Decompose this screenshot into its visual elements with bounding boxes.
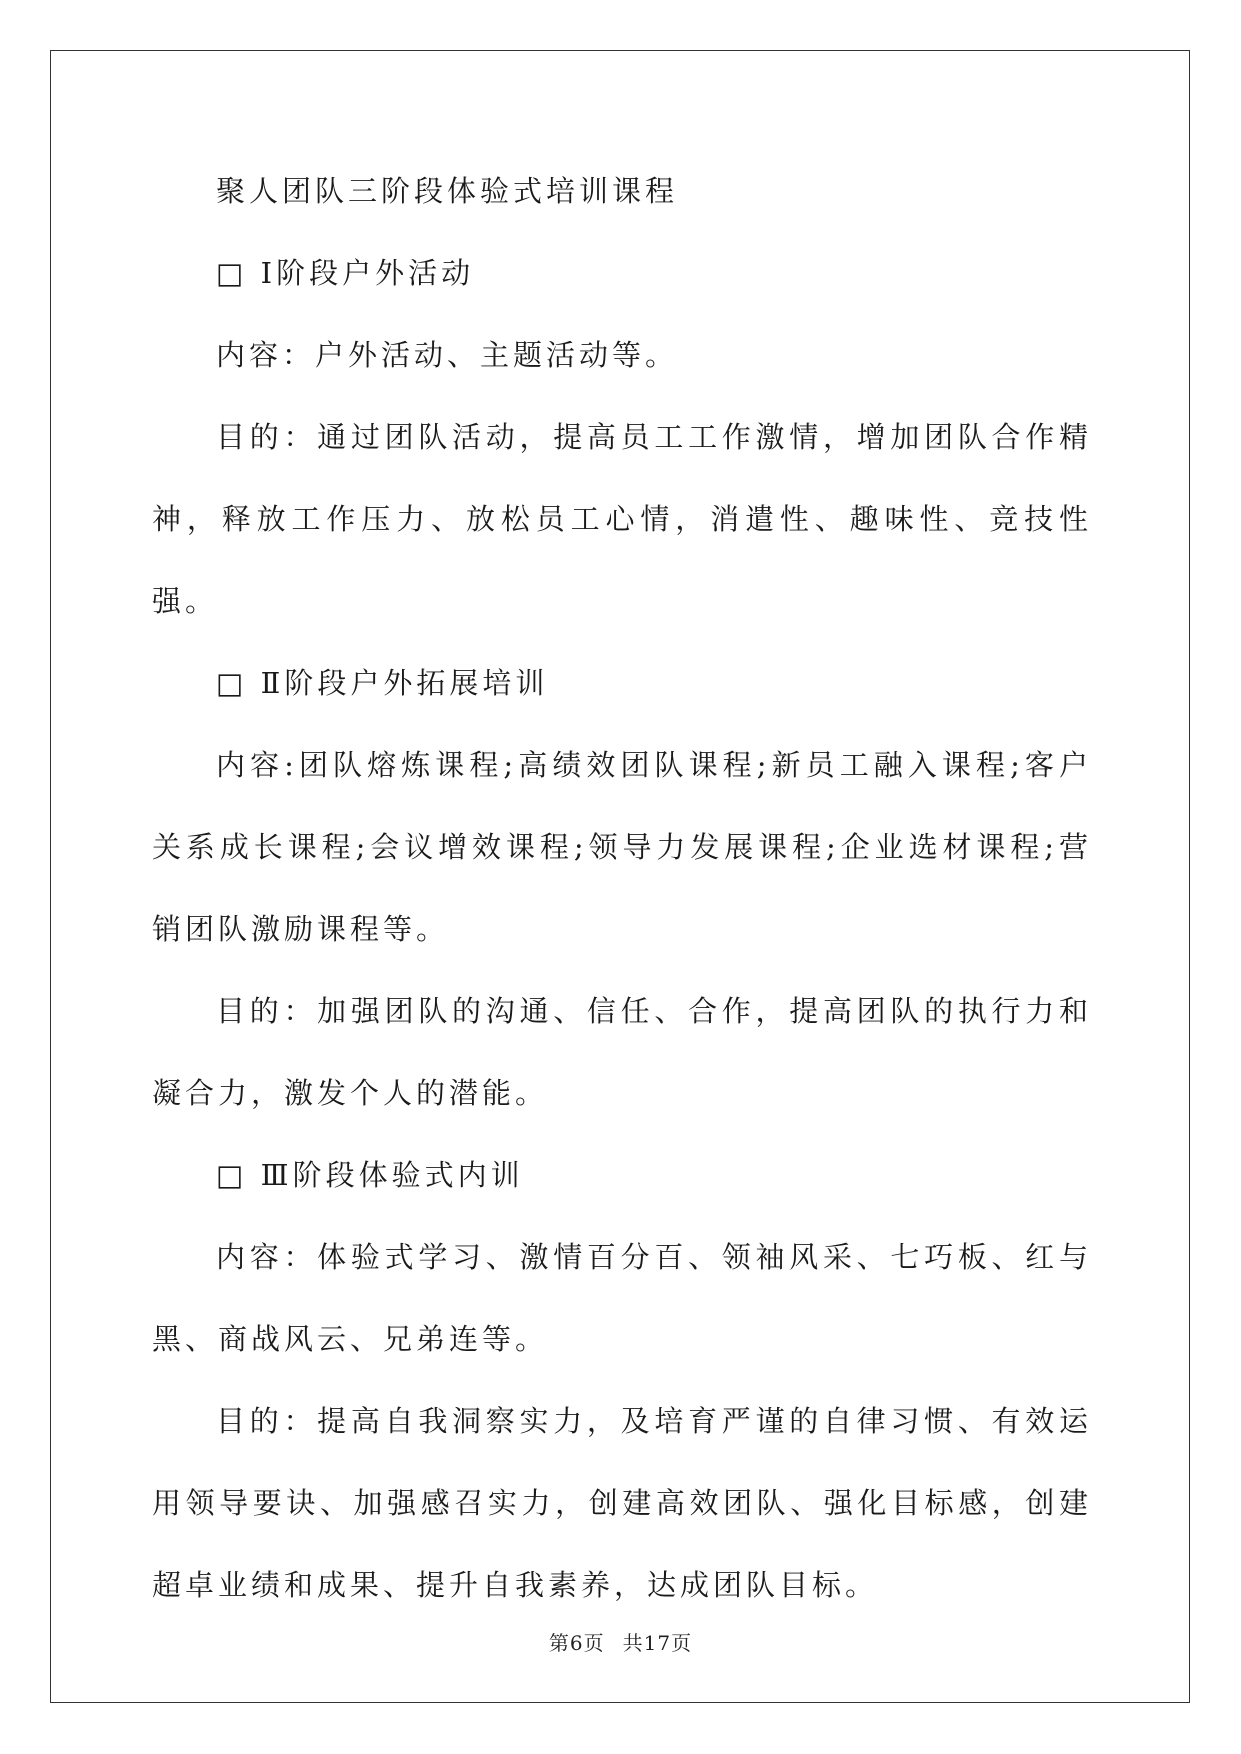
- stage-1-content: 内容：户外活动、主题活动等。: [216, 338, 679, 372]
- page-number: 第6页: [548, 1631, 605, 1655]
- document-title: 聚人团队三阶段体验式培训课程: [216, 174, 679, 208]
- stage-1-heading: □ Ⅰ阶段户外活动: [216, 256, 475, 290]
- stage-3-content: 内容：体验式学习、激情百分百、领袖风采、七巧板、红与黑、商战风云、兄弟连等。: [152, 1240, 1092, 1356]
- stage-2-content: 内容:团队熔炼课程;高绩效团队课程;新员工融入课程;客户关系成长课程;会议增效课程;领导力发展课程;企业选材课程;营销团队激励课程等。: [152, 748, 1092, 946]
- stage-3-purpose: 目的：提高自我洞察实力，及培育严谨的自律习惯、有效运用领导要诀、加强感召实力，创建高效团队、强化目标感，创建超卓业绩和成果、提升自我素养，达成团队目标。: [152, 1404, 1092, 1602]
- document-body: [152, 150, 1092, 1626]
- page-footer: [0, 1627, 1241, 1656]
- stage-3-heading: □ Ⅲ阶段体验式内训: [216, 1158, 524, 1192]
- stage-2-purpose: 目的：加强团队的沟通、信任、合作，提高团队的执行力和凝合力，激发个人的潜能。: [152, 994, 1092, 1110]
- stage-2-heading: □ Ⅱ阶段户外拓展培训: [216, 666, 549, 700]
- stage-1-purpose: 目的：通过团队活动，提高员工工作激情，增加团队合作精神，释放工作压力、放松员工心情，消遣性、趣味性、竞技性强。: [152, 420, 1092, 618]
- page-total: 共17页: [622, 1631, 693, 1655]
